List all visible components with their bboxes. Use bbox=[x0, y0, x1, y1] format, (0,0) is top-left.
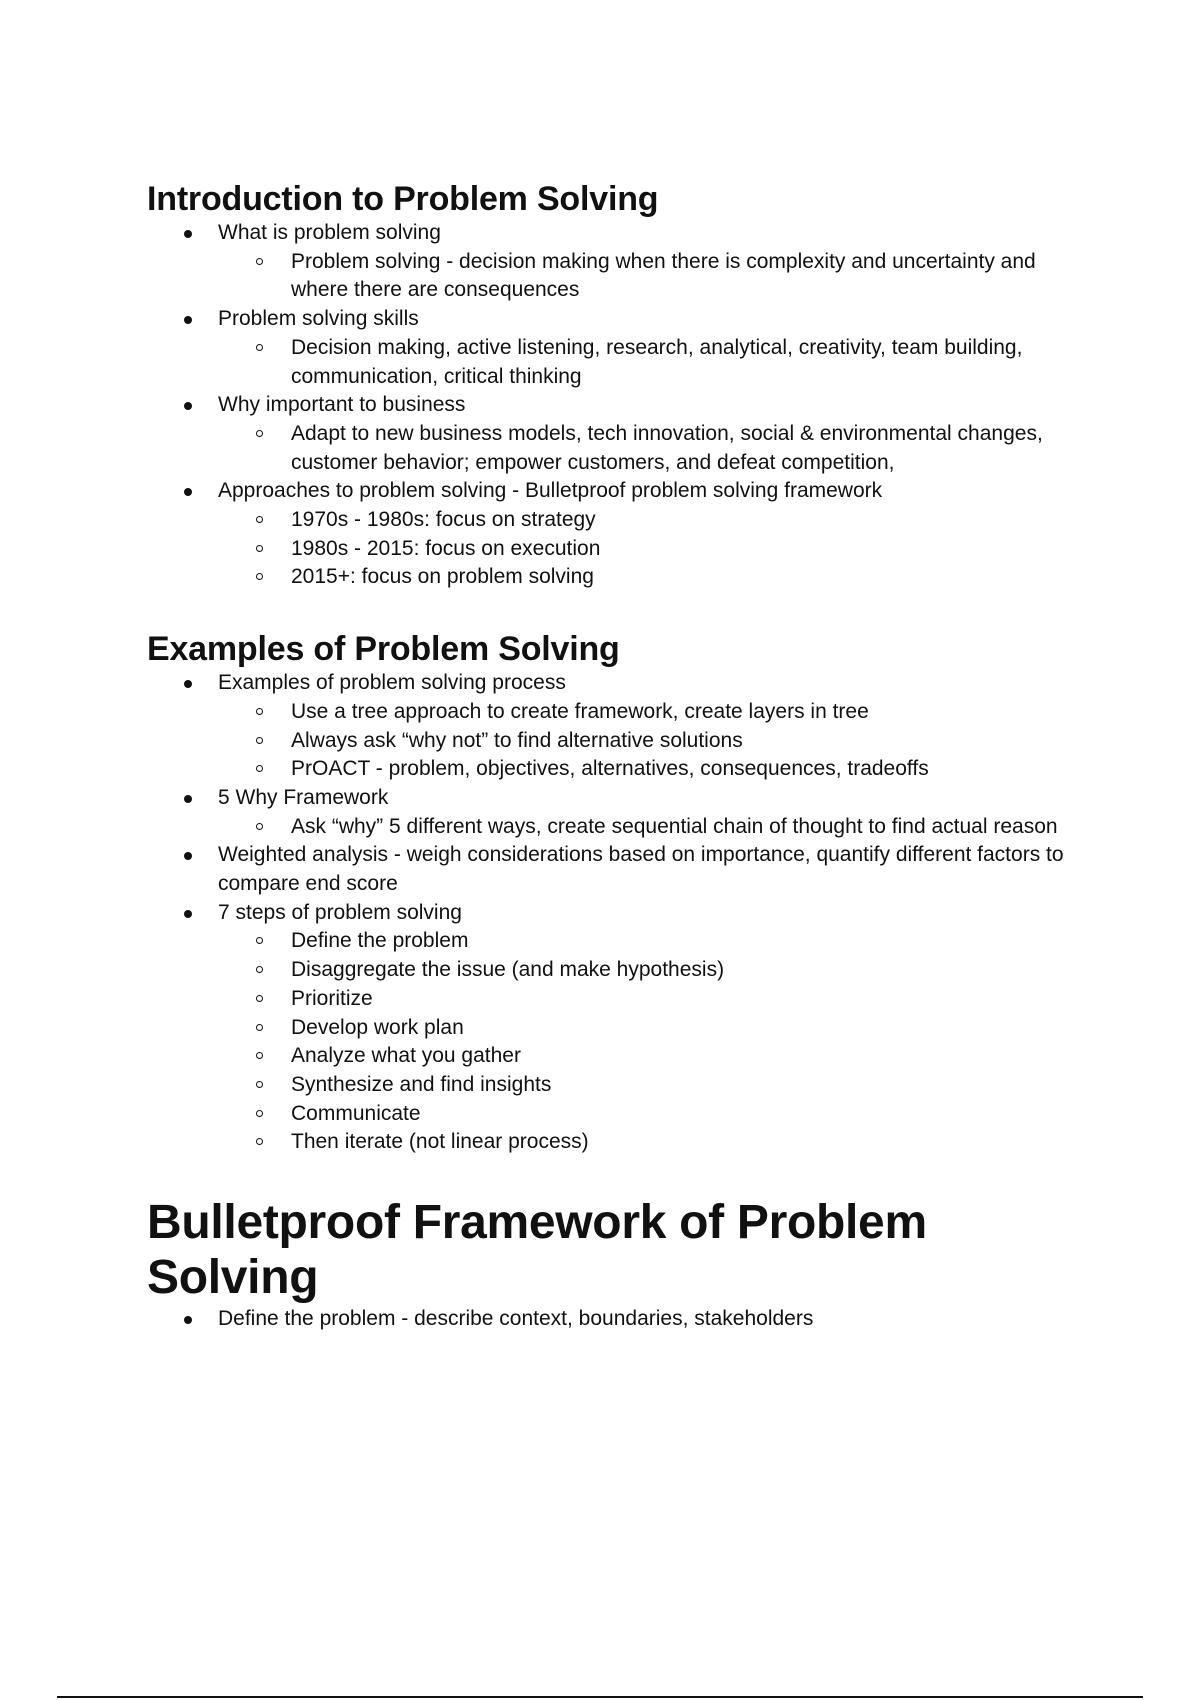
document-content bbox=[147, 180, 1097, 1334]
sub-list bbox=[218, 248, 1097, 305]
sub-list-item: Then iterate (not linear process) bbox=[218, 1128, 1097, 1157]
heading-bulletproof-framework: Bulletproof Framework of Problem Solving bbox=[147, 1196, 927, 1305]
list-item-text: Define the problem - describe context, boundaries, stakeholders bbox=[218, 1307, 814, 1331]
heading-examples: Examples of Problem Solving bbox=[147, 630, 620, 669]
sub-list-item: Always ask “why not” to find alternative solutions bbox=[218, 727, 1097, 756]
sub-list-item: Define the problem bbox=[218, 927, 1097, 956]
sub-list-item: Problem solving - decision making when there is complexity and uncertainty and where there are consequences bbox=[218, 248, 1097, 305]
sub-list-item: Decision making, active listening, research, analytical, creativity, team building, communication, critical thinking bbox=[218, 334, 1097, 391]
list-item-text: What is problem solving bbox=[218, 221, 441, 244]
sub-list bbox=[218, 334, 1097, 391]
sub-list-item: Adapt to new business models, tech innovation, social & environmental changes, customer behavior; empower customers, and defeat competition, bbox=[218, 420, 1097, 477]
list-item-text: Problem solving skills bbox=[218, 307, 419, 331]
list-item bbox=[147, 391, 1097, 477]
sub-list-item: 2015+: focus on problem solving bbox=[218, 563, 1097, 592]
list-item-text: Why important to business bbox=[218, 393, 466, 417]
sub-list-item: Analyze what you gather bbox=[218, 1042, 1097, 1071]
heading-introduction: Introduction to Problem Solving bbox=[147, 180, 659, 218]
list-item-text: Approaches to problem solving - Bulletproof problem solving framework bbox=[218, 479, 883, 503]
list-item bbox=[147, 1305, 1097, 1334]
sub-list-item: Communicate bbox=[218, 1100, 1097, 1129]
sub-list bbox=[218, 927, 1097, 1157]
examples-bullet-list bbox=[147, 669, 1097, 1157]
list-item-text: Examples of problem solving process bbox=[218, 671, 566, 695]
list-item-text: Weighted analysis - weigh considerations based on importance, quantify different factors to compare end score bbox=[218, 843, 1064, 896]
list-item bbox=[147, 305, 1097, 391]
list-item-text: 7 steps of problem solving bbox=[218, 900, 462, 924]
sub-list-item: Synthesize and find insights bbox=[218, 1071, 1097, 1100]
list-item bbox=[147, 899, 1097, 1157]
sub-list-item: Develop work plan bbox=[218, 1014, 1097, 1043]
list-item bbox=[147, 669, 1097, 784]
sub-list-item: Disaggregate the issue (and make hypothesis) bbox=[218, 956, 1097, 985]
page-bottom-rule bbox=[57, 1696, 1143, 1698]
sub-list bbox=[218, 698, 1097, 784]
sub-list-item: Prioritize bbox=[218, 985, 1097, 1014]
sub-list-item: PrOACT - problem, objectives, alternatives, consequences, tradeoffs bbox=[218, 755, 1097, 784]
sub-list-item: 1970s - 1980s: focus on strategy bbox=[218, 506, 1097, 535]
sub-list bbox=[218, 420, 1097, 477]
list-item bbox=[147, 784, 1097, 841]
list-item-text: 5 Why Framework bbox=[218, 785, 389, 809]
list-item bbox=[147, 841, 1097, 898]
list-item bbox=[147, 477, 1097, 592]
framework-bullet-list bbox=[147, 1305, 1097, 1334]
sub-list bbox=[218, 813, 1097, 842]
intro-bullet-list bbox=[147, 219, 1097, 592]
sub-list-item: Use a tree approach to create framework, create layers in tree bbox=[218, 698, 1097, 727]
sub-list bbox=[218, 506, 1097, 592]
sub-list-item: Ask “why” 5 different ways, create sequential chain of thought to find actual reason bbox=[218, 813, 1097, 842]
list-item bbox=[147, 219, 1097, 305]
sub-list-item: 1980s - 2015: focus on execution bbox=[218, 535, 1097, 564]
